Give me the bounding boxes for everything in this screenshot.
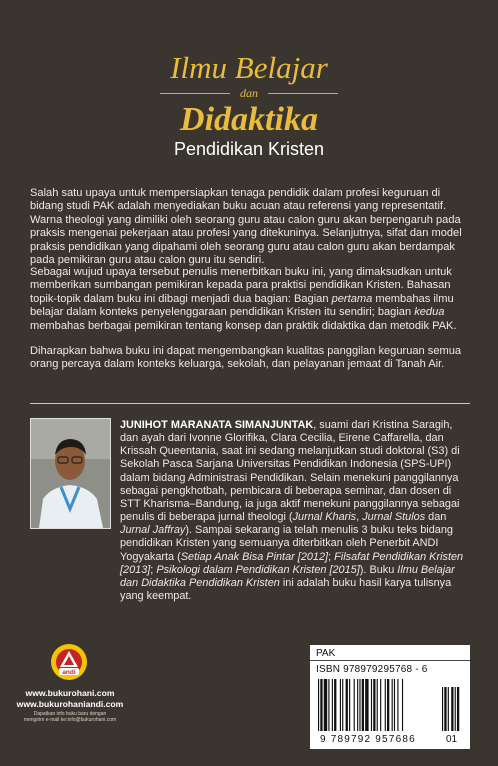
barcode-bar <box>332 679 333 731</box>
blurb-paragraph-3: Diharapkan bahwa buku ini dapat mengembangkan kualitas panggilan keguruan semua orang percaya dalam konteks keluarga, sekolah, dan pelayanan jemaat di Tanah Air. <box>30 345 462 371</box>
barcode-bar <box>365 679 368 731</box>
barcode-bar <box>342 679 343 731</box>
book-subtitle: Pendidikan Kristen <box>173 139 325 159</box>
barcode-bars-icon <box>318 679 462 733</box>
isbn-number: ISBN 978979295768 - 6 <box>316 664 428 675</box>
barcode-bar <box>397 679 398 731</box>
author-bio-text: , <box>356 511 363 524</box>
barcode-bar <box>392 679 393 731</box>
blurb-p2-emphasis-2: kedua <box>414 306 445 319</box>
title-conjunction-row <box>0 84 498 102</box>
barcode-bar <box>328 679 329 731</box>
barcode-addon-bar <box>457 687 459 731</box>
barcode-digits: 9 789792 957686 <box>320 734 416 745</box>
barcode-addon-bar <box>455 687 456 731</box>
barcode-addon-bar <box>451 687 453 731</box>
publisher-logo-text: andi <box>62 669 76 676</box>
barcode-addon-bar <box>448 687 449 731</box>
barcode-bar <box>385 679 386 731</box>
blurb-p2-text: Sebagai wujud upaya tersebut penulis menerbitkan buku ini, yang dimaksudkan untuk memberikan sumbangan pemikiran kepada para praktisi pendidikan Kristen. Bahasan topik-topik dalam buku ini dibagi menjadi dua bagian: Bagian <box>30 266 452 305</box>
author-bio-text: ini adalah buku hasil karya tulisnya yang keempat. <box>120 576 452 603</box>
barcode-divider <box>310 660 470 661</box>
section-divider <box>30 403 470 404</box>
barcode-bar <box>318 679 319 731</box>
author-bio-text: dan <box>425 511 447 524</box>
barcode-addon-bar <box>442 687 443 731</box>
blurb-p2-emphasis-1: pertama <box>331 292 373 305</box>
book-title-block <box>0 52 498 160</box>
author-photo <box>30 418 111 529</box>
barcode-bar <box>349 679 350 731</box>
barcode-bar <box>320 679 322 731</box>
title-divider-left <box>160 93 230 94</box>
title-conjunction: dan <box>240 86 258 100</box>
blurb-p2-text: membahas berbagai pemikiran tentang konsep dan praktik didaktika dan metodik PAK. <box>30 319 457 332</box>
barcode-bar <box>340 679 341 731</box>
barcode-bar <box>402 679 403 731</box>
title-line-2: Didaktika <box>180 101 318 138</box>
barcode-bar <box>377 679 378 731</box>
barcode-bar <box>362 679 364 731</box>
barcode-bar <box>373 679 375 731</box>
blurb-paragraph-2 <box>30 266 470 333</box>
journal-title: Jurnal Stulos <box>362 511 426 524</box>
book-title-ref: Filsafat Pendidikan Kristen [2013] <box>120 550 464 576</box>
book-title-ref: Ilmu Belajar dan Didaktika Pendidikan Kristen <box>120 563 455 589</box>
barcode-bar <box>346 679 348 731</box>
journal-title: Jurnal Jaffray <box>120 524 186 537</box>
author-bio <box>120 419 472 603</box>
barcode-bar <box>324 679 327 731</box>
book-title-ref: Psikologi dalam Pendidikan Kristen [2015] <box>156 563 360 576</box>
author-bio-text: ; <box>328 550 335 563</box>
barcode-bar <box>359 679 360 731</box>
barcode-bar <box>371 679 372 731</box>
author-name: JUNIHOT MARANATA SIMANJUNTAK <box>120 419 314 431</box>
publisher-logo-icon <box>50 643 88 681</box>
author-bio-text: ; <box>150 563 157 576</box>
publisher-website-1: www.bukurohani.com <box>25 688 115 698</box>
publisher-note-1: Dapatkan info buku baru dengan <box>33 711 107 717</box>
barcode-bar <box>387 679 389 731</box>
publisher-website-2: www.bukurohaniandi.com <box>16 699 124 709</box>
author-bio-text: ). Sampai sekarang ia telah menulis 3 buku teks bidang pendidikan Kristen yang semuanya diterbitkan oleh Penerbit ANDI Yogyakarta ( <box>120 524 453 563</box>
barcode-addon-bar <box>444 687 446 731</box>
barcode-bar <box>334 679 336 731</box>
journal-title: Jurnal Kharis <box>292 511 357 524</box>
isbn-barcode-box <box>310 645 470 749</box>
barcode-bar <box>394 679 395 731</box>
barcode-addon: 01 <box>446 734 458 745</box>
blurb-p2-text: membahas ilmu belajar dalam konteks penyelenggaraan pendidikan Kristen itu sendiri; bagian <box>30 292 454 319</box>
publisher-note-2: mengirim e-mail ke:info@bukurohani.com <box>23 717 117 723</box>
title-line-1: Ilmu Belajar <box>170 50 328 85</box>
barcode-bar <box>354 679 355 731</box>
barcode-bar <box>357 679 358 731</box>
author-bio-text: ). Buku <box>359 563 398 576</box>
author-bio-text: , suami dari Kristina Saragih, dan ayah dari Ivonne Glorifika, Clara Cecilia, Eirene Caffarella, dan Krissah Queentania, saat ini sedang melanjutkan studi doktoral (S3) di Sekolah Pasca Sarjana Universitas Pendidikan Indonesia (SPS-UPI) dalam bidang Administrasi Pendidikan. Selain menekuni panggilannya sebagai pengkhotbah, pembicara di beberapa seminar, dan dosen di STT Kharisma–Bandung, ia juga aktif menekuni panggilannya sebagai penulis di beberapa jurnal theologi ( <box>120 419 460 524</box>
blurb-paragraph-1: Salah satu upaya untuk mempersiapkan tenaga pendidik dalam profesi keguruan di bidang studi PAK adalah menyediakan buku acuan atau referensi yang representatif. Warna theologi yang dimiliki oleh seorang guru atau calon guru akan berpengaruh pada praksis mengenai pekerjaan atau profesi yang ditekuninya. Selanjutnya, sifat dan model praksis pendidikan yang dipahami oleh seorang guru atau calon guru akan berdampak pada pemikiran guru atau calon guru itu sendiri. <box>30 187 462 267</box>
book-category: PAK <box>316 648 336 659</box>
book-title-ref: Setiap Anak Bisa Pintar [2012] <box>180 550 329 563</box>
barcode-bar <box>380 679 381 731</box>
title-divider-right <box>268 93 338 94</box>
